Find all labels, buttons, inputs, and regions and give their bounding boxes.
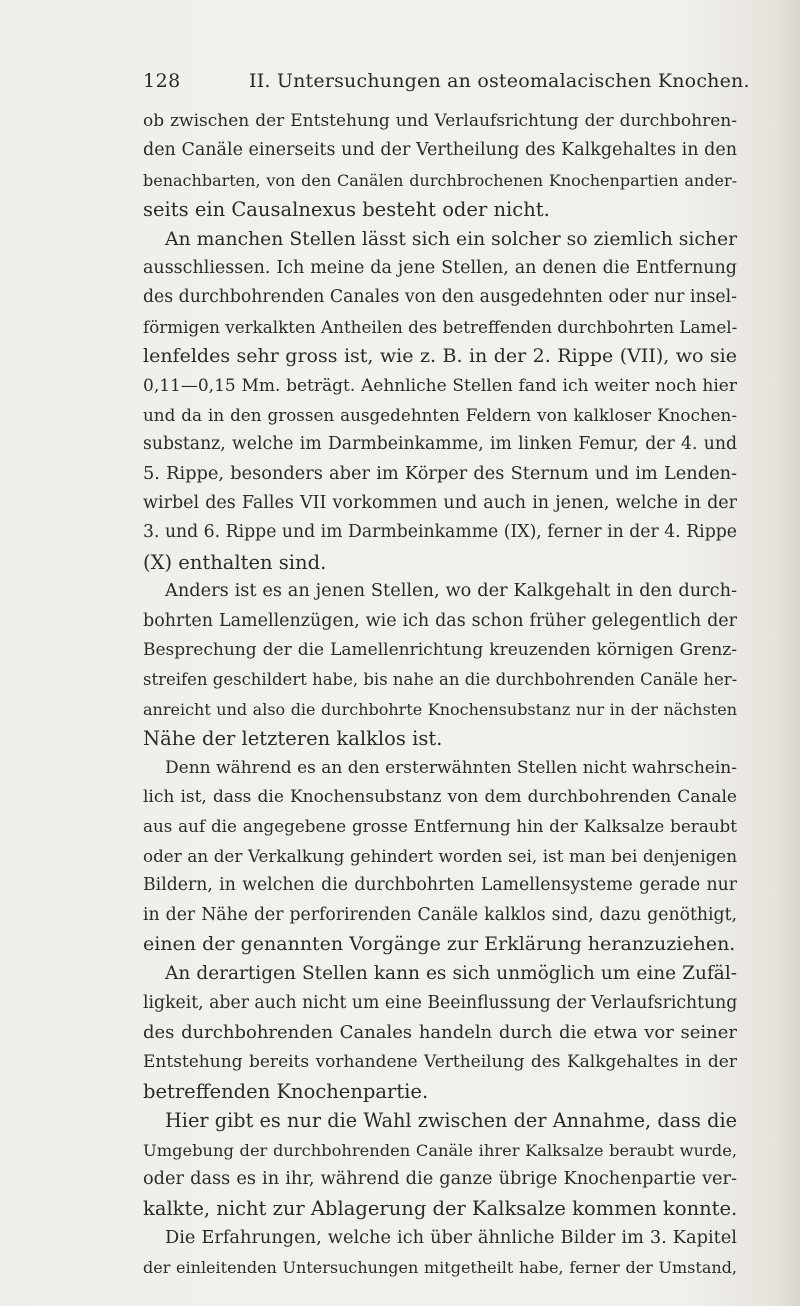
text-line: benachbarten, von den Canälen durchbrochenen Knochenpartien ander- [143,170,737,190]
text-line: An derartigen Stellen kann es sich unmöglich um eine Zufäl- [165,963,737,985]
text-line: seits ein Causalnexus besteht oder nicht. [143,198,550,222]
text-line: der einleitenden Untersuchungen mitgetheilt habe, ferner der Umstand, [143,1258,737,1278]
text-line: des durchbohrenden Canales handeln durch die etwa vor seiner [143,1022,737,1044]
text-line: Hier gibt es nur die Wahl zwischen der Annahme, dass die [165,1109,737,1133]
text-line: lenfeldes sehr gross ist, wie z. B. in der 2. Rippe (VII), wo sie [143,345,737,368]
text-line: 3. und 6. Rippe und im Darmbeinkamme (IX), ferner in der 4. Rippe [143,522,737,543]
text-line: Entstehung bereits vorhandene Vertheilung des Kalkgehaltes in der [143,1051,737,1072]
text-line: Bildern, in welchen die durchbohrten Lamellensysteme gerade nur [143,875,737,896]
text-line: anreicht und also die durchbohrte Knochensubstanz nur in der nächsten [143,699,737,719]
text-line: (X) enthalten sind. [143,550,327,574]
text-line: bohrten Lamellenzügen, wie ich das schon früher gelegentlich der [143,610,737,631]
text-line: streifen geschildert habe, bis nahe an die durchbohrenden Canäle her- [143,670,738,690]
text-line: einen der genannten Vorgänge zur Erklärung heranzuziehen. [143,932,736,955]
text-line: Umgebung der durchbohrenden Canäle ihrer Kalksalze beraubt wurde, [143,1140,737,1160]
text-line: Besprechung der die Lamellenrichtung kreuzenden körnigen Grenz- [143,640,737,661]
text-line: oder an der Verkalkung gehindert worden sei, ist man bei denjenigen [143,845,737,866]
running-title: II. Untersuchungen an osteomalacischen Knochen. [249,70,750,92]
body-text [143,107,737,1283]
page-header [0,64,800,98]
text-line: lich ist, dass die Knochensubstanz von dem durchbohrenden Canale [143,786,737,807]
text-line: und da in den grossen ausgedehnten Feldern von kalkloser Knochen- [143,404,737,425]
text-line: wirbel des Falles VII vorkommen und auch in jenen, welche in der [143,493,737,514]
page-number: 128 [143,70,181,92]
text-line: 0,11—0,15 Mm. beträgt. Aehnliche Stellen fand ich weiter noch hier [143,375,737,396]
text-line: ausschliessen. Ich meine da jene Stellen, an denen die Entfernung [143,257,737,278]
text-line: 5. Rippe, besonders aber im Körper des Sternum und im Lenden- [143,463,737,484]
text-line: in der Nähe der perforirenden Canäle kalklos sind, dazu genöthigt, [143,904,737,925]
text-line: kalkte, nicht zur Ablagerung der Kalksalze kommen konnte. [143,1197,738,1221]
text-line: ob zwischen der Entstehung und Verlaufsrichtung der durchbohren- [143,111,737,131]
text-line: Die Erfahrungen, welche ich über ähnliche Bilder im 3. Kapitel [165,1227,737,1248]
text-line: des durchbohrenden Canales von den ausgedehnten oder nur insel- [143,287,737,308]
text-line: ligkeit, aber auch nicht um eine Beeinflussung der Verlaufsrichtung [143,992,738,1013]
text-line: An manchen Stellen lässt sich ein solcher so ziemlich sicher [165,228,738,250]
text-line: Anders ist es an jenen Stellen, wo der Kalkgehalt in den durch- [165,581,737,602]
text-line: Denn während es an den ersterwähnten Stellen nicht wahrschein- [165,757,737,778]
text-line: oder dass es in ihr, während die ganze übrige Knochenpartie ver- [143,1169,737,1190]
text-line: substanz, welche im Darmbeinkamme, im linken Femur, der 4. und [143,434,737,455]
text-line: Nähe der letzteren kalklos ist. [143,727,443,751]
text-line: betreffenden Knochenpartie. [143,1079,429,1103]
text-line: den Canäle einerseits und der Vertheilung des Kalkgehaltes in den [143,140,737,161]
text-line: aus auf die angegebene grosse Entfernung hin der Kalksalze beraubt [143,816,737,837]
text-line: förmigen verkalkten Antheilen des betreffenden durchbohrten Lamel- [143,316,738,337]
